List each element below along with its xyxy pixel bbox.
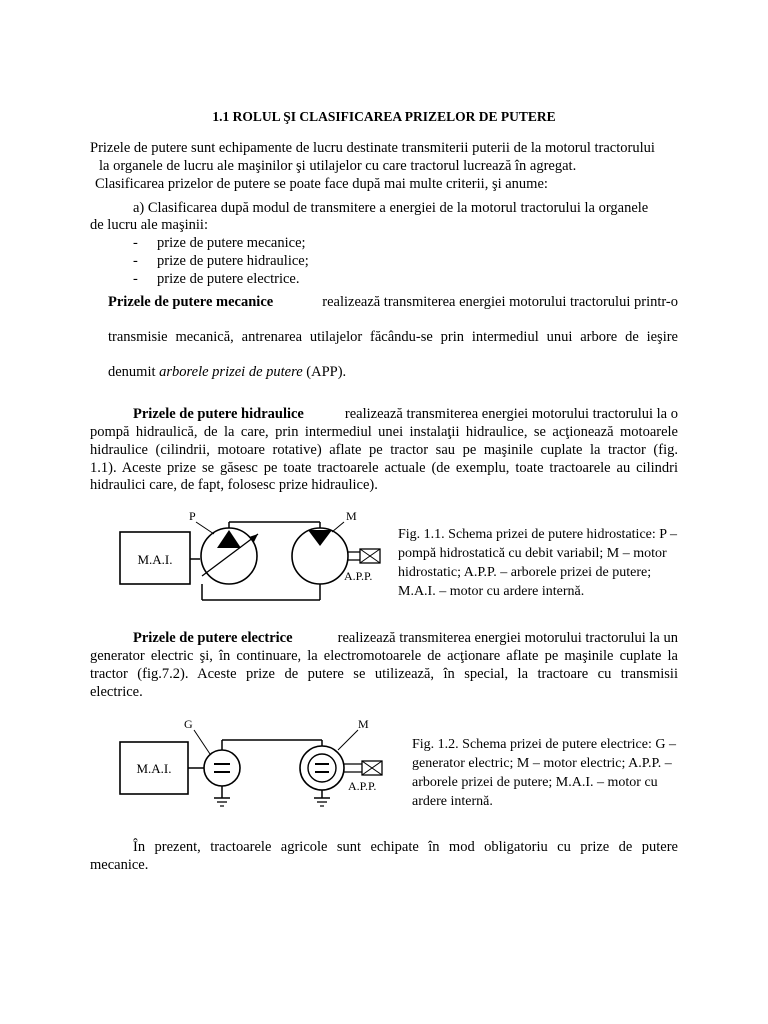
hydraulic-paragraph-line-1: Prizele de putere hidraulice realizează transmiterea energiei motorului tractorului la o — [133, 406, 678, 422]
app-label: A.P.P. — [348, 779, 377, 793]
criterion-a-line-1: a) Clasificarea după modul de transmitere a energiei de la motorul tractorului la organele — [133, 200, 649, 216]
intro-line-2: la organele de lucru ale maşinilor şi utilajelor cu care tractorul lucrează în agregat. — [99, 158, 577, 174]
mechanical-paragraph-line-2: transmisie mecanică, antrenarea utilajelor făcându-se prin intermediul unui arbore de ieşire — [108, 329, 678, 345]
list-item: - prize de putere mecanice; — [133, 235, 306, 251]
electric-paragraph-line-3: tractor (fig.7.2). Aceste prize de putere se utilizează, în special, la tractoare cu transmisii — [90, 666, 678, 682]
hydraulic-paragraph-line-4: 1.1). Aceste prize se găsesc pe toate tractoarele actuale (de exemplu, toate tractoarele au cilindri — [90, 460, 678, 476]
mechanical-paragraph-line-3: denumit arborele prizei de putere (APP). — [108, 364, 347, 380]
hydraulic-paragraph-line-5: hidraulici care, de fapt, folosesc prize hidraulice). — [90, 477, 378, 493]
hydraulic-paragraph-line-2: pompă hidraulică, de la care, prin intermediul unei instalaţii hidraulice, se acţionează motoarele — [90, 424, 678, 440]
electric-pto-diagram — [112, 710, 397, 815]
pump-label: P — [189, 509, 196, 523]
conclusion-line-1: În prezent, tractoarele agricole sunt echipate în mod obligatoriu cu prize de putere — [133, 839, 678, 855]
motor-label: M — [346, 509, 357, 523]
mechanical-bold-term: Prizele de putere mecanice — [108, 294, 274, 310]
intro-line-3: Clasificarea prizelor de putere se poate face după mai multe criterii, şi anume: — [95, 176, 548, 192]
electric-paragraph-line-1: Prizele de putere electrice realizează transmiterea energiei motorului tractorului la un — [133, 630, 678, 646]
hydraulic-bold-term: Prizele de putere hidraulice — [133, 406, 304, 422]
electric-motor-symbol — [300, 746, 344, 790]
conclusion-line-2: mecanice. — [90, 857, 149, 873]
generator-label: G — [184, 717, 193, 731]
mai-label: M.A.I. — [136, 761, 172, 776]
generator-symbol — [204, 750, 240, 786]
section-heading: 1.1 ROLUL ŞI CLASIFICAREA PRIZELOR DE PUTERE — [212, 109, 556, 124]
electric-paragraph-line-4: electrice. — [90, 684, 143, 700]
motor-label: M — [358, 717, 369, 731]
list-item: - prize de putere electrice. — [133, 271, 300, 287]
electric-bold-term: Prizele de putere electrice — [133, 630, 293, 646]
hydrostatic-pto-diagram — [112, 504, 392, 604]
criterion-a-line-2: de lucru ale maşinii: — [90, 217, 208, 233]
mechanical-paragraph-line-1: Prizele de putere mecanice realizează transmiterea energiei motorului tractorului printr-o — [108, 294, 678, 310]
app-term: arborele prizei de putere — [159, 364, 303, 380]
electric-paragraph-line-2: generator electric şi, în continuare, la electromotoarele de acţionare aflate pe maşinile cuplate la — [90, 648, 678, 664]
intro-line-1: Prizele de putere sunt echipamente de lucru destinate transmiterii puterii de la motorul tractorului — [90, 140, 655, 156]
figure-1-caption: Fig. 1.1. Schema prizei de putere hidrostatice: P – pompă hidrostatică cu debit variabil; M – motor hidrostatic; A.P.P. – arborele prizei de putere; M.A.I. – motor cu ardere internă. — [398, 527, 678, 599]
hydraulic-paragraph-line-3: hidraulice (cilindrii, motoare rotative) aflate pe tractor sau pe maşinile cuplate la tractor (fig. — [90, 442, 678, 458]
list-item: - prize de putere hidraulice; — [133, 253, 309, 269]
mai-label: M.A.I. — [137, 552, 173, 567]
figure-2-caption: Fig. 1.2. Schema prizei de putere electrice: G – generator electric; M – motor electric; A.P.P. – arborele prizei de putere; M.A.I. – motor cu ardere internă. — [412, 737, 676, 809]
app-label: A.P.P. — [344, 569, 373, 583]
